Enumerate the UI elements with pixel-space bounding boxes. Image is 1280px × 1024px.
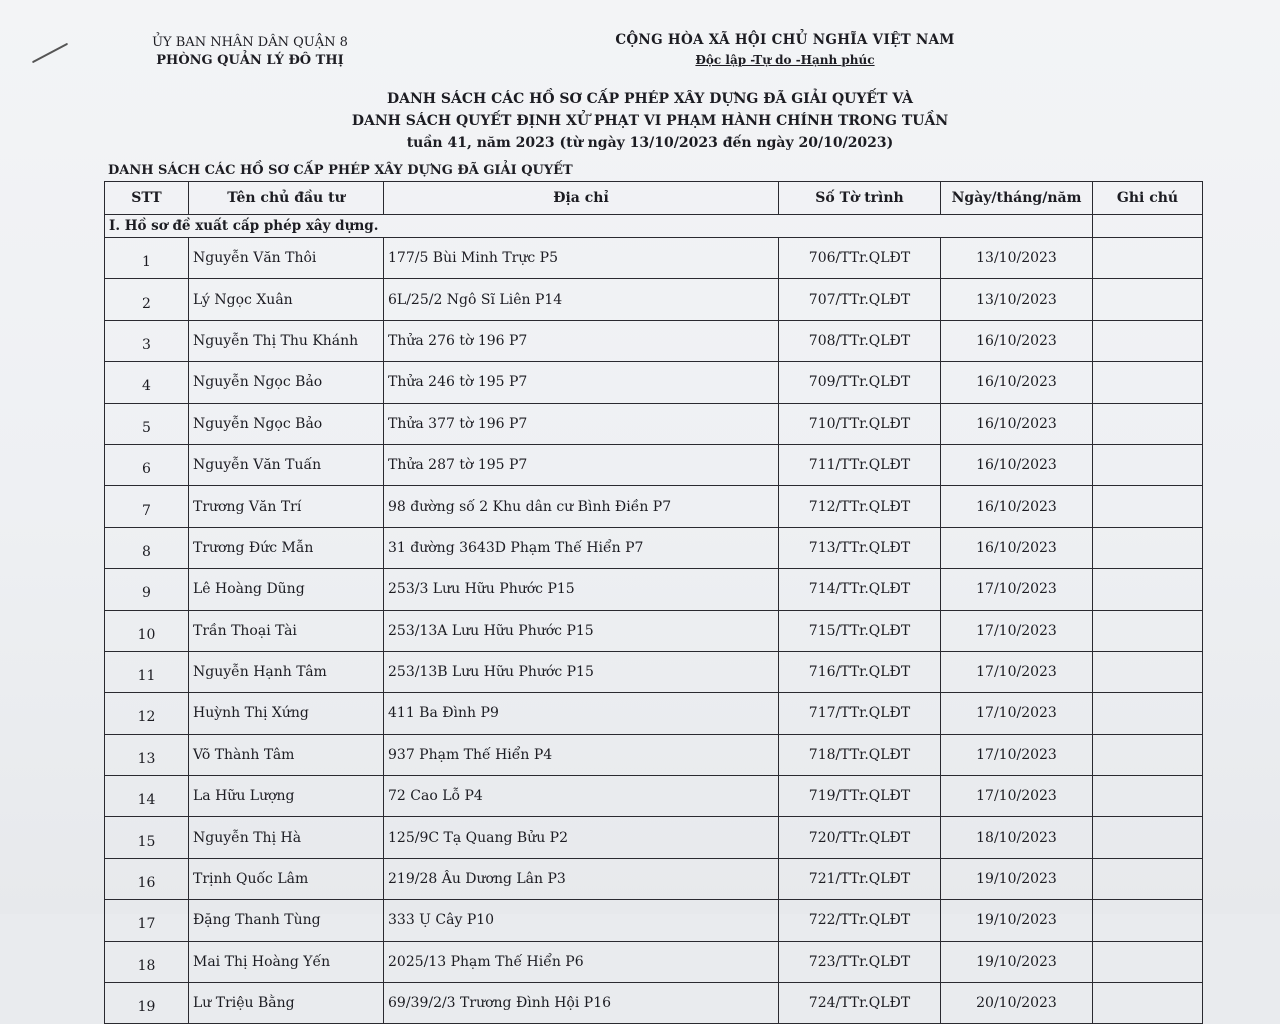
table-row xyxy=(105,444,1203,485)
owner-name-cell: Đặng Thanh Tùng xyxy=(189,900,384,941)
stt-cell: 8 xyxy=(105,527,189,568)
owner-name-cell: Nguyễn Thị Hà xyxy=(189,817,384,858)
stt-cell: 12 xyxy=(105,693,189,734)
stt-cell: 4 xyxy=(105,362,189,403)
stt-cell: 15 xyxy=(105,817,189,858)
note-cell xyxy=(1093,238,1203,279)
address-cell: 2025/13 Phạm Thế Hiển P6 xyxy=(384,941,779,982)
table-row xyxy=(105,569,1203,610)
table-row xyxy=(105,858,1203,899)
owner-name-cell: Lư Triệu Bằng xyxy=(189,983,384,1024)
submission-number-cell: 711/TTr.QLĐT xyxy=(779,444,941,485)
group-row xyxy=(105,215,1203,238)
date-cell: 19/10/2023 xyxy=(941,900,1093,941)
date-cell: 17/10/2023 xyxy=(941,610,1093,651)
note-cell xyxy=(1093,900,1203,941)
stt-cell: 13 xyxy=(105,734,189,775)
owner-name-cell: Nguyễn Văn Tuấn xyxy=(189,444,384,485)
address-cell: 219/28 Âu Dương Lân P3 xyxy=(384,858,779,899)
stt-cell: 9 xyxy=(105,569,189,610)
date-cell: 19/10/2023 xyxy=(941,941,1093,982)
title-line-3: tuần 41, năm 2023 (từ ngày 13/10/2023 đến ngày 20/10/2023) xyxy=(406,135,894,151)
table-row xyxy=(105,320,1203,361)
national-name: CỘNG HÒA XÃ HỘI CHỦ NGHĨA VIỆT NAM xyxy=(615,32,955,48)
owner-name-cell: Võ Thành Tâm xyxy=(189,734,384,775)
column-header: Số Tờ trình xyxy=(779,182,941,215)
address-cell: 72 Cao Lỗ P4 xyxy=(384,776,779,817)
stt-cell: 16 xyxy=(105,858,189,899)
stt-cell: 3 xyxy=(105,320,189,361)
owner-name-cell: Nguyễn Thị Thu Khánh xyxy=(189,320,384,361)
column-header: STT xyxy=(105,182,189,215)
address-cell: 177/5 Bùi Minh Trực P5 xyxy=(384,238,779,279)
stt-cell: 17 xyxy=(105,900,189,941)
note-cell xyxy=(1093,858,1203,899)
note-cell xyxy=(1093,569,1203,610)
date-cell: 18/10/2023 xyxy=(941,817,1093,858)
table-row xyxy=(105,900,1203,941)
date-cell: 17/10/2023 xyxy=(941,651,1093,692)
submission-number-cell: 713/TTr.QLĐT xyxy=(779,527,941,568)
national-motto: Độc lập -Tự do -Hạnh phúc xyxy=(695,53,875,67)
document-title xyxy=(250,88,1050,154)
submission-number-cell: 718/TTr.QLĐT xyxy=(779,734,941,775)
address-cell: 253/3 Lưu Hữu Phước P15 xyxy=(384,569,779,610)
date-cell: 17/10/2023 xyxy=(941,734,1093,775)
note-cell xyxy=(1093,983,1203,1024)
owner-name-cell: Lý Ngọc Xuân xyxy=(189,279,384,320)
owner-name-cell: Trần Thoại Tài xyxy=(189,610,384,651)
submission-number-cell: 719/TTr.QLĐT xyxy=(779,776,941,817)
owner-name-cell: Nguyễn Ngọc Bảo xyxy=(189,362,384,403)
address-cell: 6L/25/2 Ngô Sĩ Liên P14 xyxy=(384,279,779,320)
address-cell: 31 đường 3643D Phạm Thế Hiển P7 xyxy=(384,527,779,568)
submission-number-cell: 710/TTr.QLĐT xyxy=(779,403,941,444)
address-cell: 253/13A Lưu Hữu Phước P15 xyxy=(384,610,779,651)
submission-number-cell: 724/TTr.QLĐT xyxy=(779,983,941,1024)
address-cell: 69/39/2/3 Trương Đình Hội P16 xyxy=(384,983,779,1024)
note-cell xyxy=(1093,320,1203,361)
stt-cell: 1 xyxy=(105,238,189,279)
table-row xyxy=(105,403,1203,444)
owner-name-cell: Mai Thị Hoàng Yến xyxy=(189,941,384,982)
date-cell: 16/10/2023 xyxy=(941,320,1093,361)
date-cell: 19/10/2023 xyxy=(941,858,1093,899)
address-cell: Thửa 276 tờ 196 P7 xyxy=(384,320,779,361)
title-line-2: DANH SÁCH QUYẾT ĐỊNH XỬ PHẠT VI PHẠM HÀNH CHÍNH TRONG TUẦN xyxy=(351,113,949,129)
group-note-cell xyxy=(1093,215,1203,238)
note-cell xyxy=(1093,651,1203,692)
address-cell: 98 đường số 2 Khu dân cư Bình Điền P7 xyxy=(384,486,779,527)
submission-number-cell: 720/TTr.QLĐT xyxy=(779,817,941,858)
submission-number-cell: 717/TTr.QLĐT xyxy=(779,693,941,734)
submission-number-cell: 709/TTr.QLĐT xyxy=(779,362,941,403)
national-header xyxy=(600,30,970,70)
table-row xyxy=(105,279,1203,320)
stt-cell: 7 xyxy=(105,486,189,527)
address-cell: Thửa 246 tờ 195 P7 xyxy=(384,362,779,403)
table-row xyxy=(105,238,1203,279)
issuer-committee: ỦY BAN NHÂN DÂN QUẬN 8 xyxy=(152,35,348,50)
table-row xyxy=(105,486,1203,527)
note-cell xyxy=(1093,941,1203,982)
note-cell xyxy=(1093,403,1203,444)
note-cell xyxy=(1093,444,1203,485)
column-header: Ghi chú xyxy=(1093,182,1203,215)
column-header: Ngày/tháng/năm xyxy=(941,182,1093,215)
owner-name-cell: Trương Đức Mẫn xyxy=(189,527,384,568)
table-row xyxy=(105,983,1203,1024)
table-row xyxy=(105,941,1203,982)
group-label: I. Hồ sơ đề xuất cấp phép xây dựng. xyxy=(105,215,1093,238)
note-cell xyxy=(1093,362,1203,403)
stt-cell: 19 xyxy=(105,983,189,1024)
title-line-1: DANH SÁCH CÁC HỒ SƠ CẤP PHÉP XÂY DỰNG ĐÃ GIẢI QUYẾT VÀ xyxy=(387,91,913,107)
table-row xyxy=(105,362,1203,403)
section-title: DANH SÁCH CÁC HỒ SƠ CẤP PHÉP XÂY DỰNG ĐÃ GIẢI QUYẾT xyxy=(108,163,573,178)
address-cell: 125/9C Tạ Quang Bửu P2 xyxy=(384,817,779,858)
owner-name-cell: Nguyễn Hạnh Tâm xyxy=(189,651,384,692)
table-row xyxy=(105,527,1203,568)
table-row xyxy=(105,776,1203,817)
table-row xyxy=(105,651,1203,692)
address-cell: 253/13B Lưu Hữu Phước P15 xyxy=(384,651,779,692)
address-cell: Thửa 377 tờ 196 P7 xyxy=(384,403,779,444)
stt-cell: 14 xyxy=(105,776,189,817)
issuer-header xyxy=(105,34,395,70)
submission-number-cell: 714/TTr.QLĐT xyxy=(779,569,941,610)
note-cell xyxy=(1093,734,1203,775)
owner-name-cell: Huỳnh Thị Xứng xyxy=(189,693,384,734)
owner-name-cell: Trịnh Quốc Lâm xyxy=(189,858,384,899)
pen-stroke-mark xyxy=(32,43,68,64)
stt-cell: 2 xyxy=(105,279,189,320)
column-header: Địa chỉ xyxy=(384,182,779,215)
owner-name-cell: Nguyễn Ngọc Bảo xyxy=(189,403,384,444)
owner-name-cell: Lê Hoàng Dũng xyxy=(189,569,384,610)
table-header-row xyxy=(105,182,1203,215)
stt-cell: 18 xyxy=(105,941,189,982)
table-row xyxy=(105,734,1203,775)
submission-number-cell: 707/TTr.QLĐT xyxy=(779,279,941,320)
note-cell xyxy=(1093,486,1203,527)
submission-number-cell: 716/TTr.QLĐT xyxy=(779,651,941,692)
address-cell: 333 Ụ Cây P10 xyxy=(384,900,779,941)
stt-cell: 6 xyxy=(105,444,189,485)
note-cell xyxy=(1093,776,1203,817)
address-cell: 411 Ba Đình P9 xyxy=(384,693,779,734)
stt-cell: 5 xyxy=(105,403,189,444)
owner-name-cell: Nguyễn Văn Thôi xyxy=(189,238,384,279)
date-cell: 16/10/2023 xyxy=(941,527,1093,568)
note-cell xyxy=(1093,279,1203,320)
submission-number-cell: 706/TTr.QLĐT xyxy=(779,238,941,279)
permit-table xyxy=(104,181,1203,1024)
date-cell: 17/10/2023 xyxy=(941,776,1093,817)
address-cell: 937 Phạm Thế Hiển P4 xyxy=(384,734,779,775)
date-cell: 17/10/2023 xyxy=(941,693,1093,734)
address-cell: Thửa 287 tờ 195 P7 xyxy=(384,444,779,485)
note-cell xyxy=(1093,693,1203,734)
note-cell xyxy=(1093,610,1203,651)
stt-cell: 10 xyxy=(105,610,189,651)
date-cell: 20/10/2023 xyxy=(941,983,1093,1024)
submission-number-cell: 723/TTr.QLĐT xyxy=(779,941,941,982)
table-row xyxy=(105,610,1203,651)
submission-number-cell: 722/TTr.QLĐT xyxy=(779,900,941,941)
stt-cell: 11 xyxy=(105,651,189,692)
table-row xyxy=(105,693,1203,734)
owner-name-cell: La Hữu Lượng xyxy=(189,776,384,817)
table-row xyxy=(105,817,1203,858)
date-cell: 16/10/2023 xyxy=(941,444,1093,485)
column-header: Tên chủ đầu tư xyxy=(189,182,384,215)
date-cell: 13/10/2023 xyxy=(941,238,1093,279)
issuer-department: PHÒNG QUẢN LÝ ĐÔ THỊ xyxy=(156,53,344,68)
submission-number-cell: 721/TTr.QLĐT xyxy=(779,858,941,899)
date-cell: 17/10/2023 xyxy=(941,569,1093,610)
date-cell: 16/10/2023 xyxy=(941,362,1093,403)
note-cell xyxy=(1093,527,1203,568)
submission-number-cell: 712/TTr.QLĐT xyxy=(779,486,941,527)
note-cell xyxy=(1093,817,1203,858)
owner-name-cell: Trương Văn Trí xyxy=(189,486,384,527)
date-cell: 16/10/2023 xyxy=(941,486,1093,527)
date-cell: 16/10/2023 xyxy=(941,403,1093,444)
date-cell: 13/10/2023 xyxy=(941,279,1093,320)
submission-number-cell: 715/TTr.QLĐT xyxy=(779,610,941,651)
submission-number-cell: 708/TTr.QLĐT xyxy=(779,320,941,361)
